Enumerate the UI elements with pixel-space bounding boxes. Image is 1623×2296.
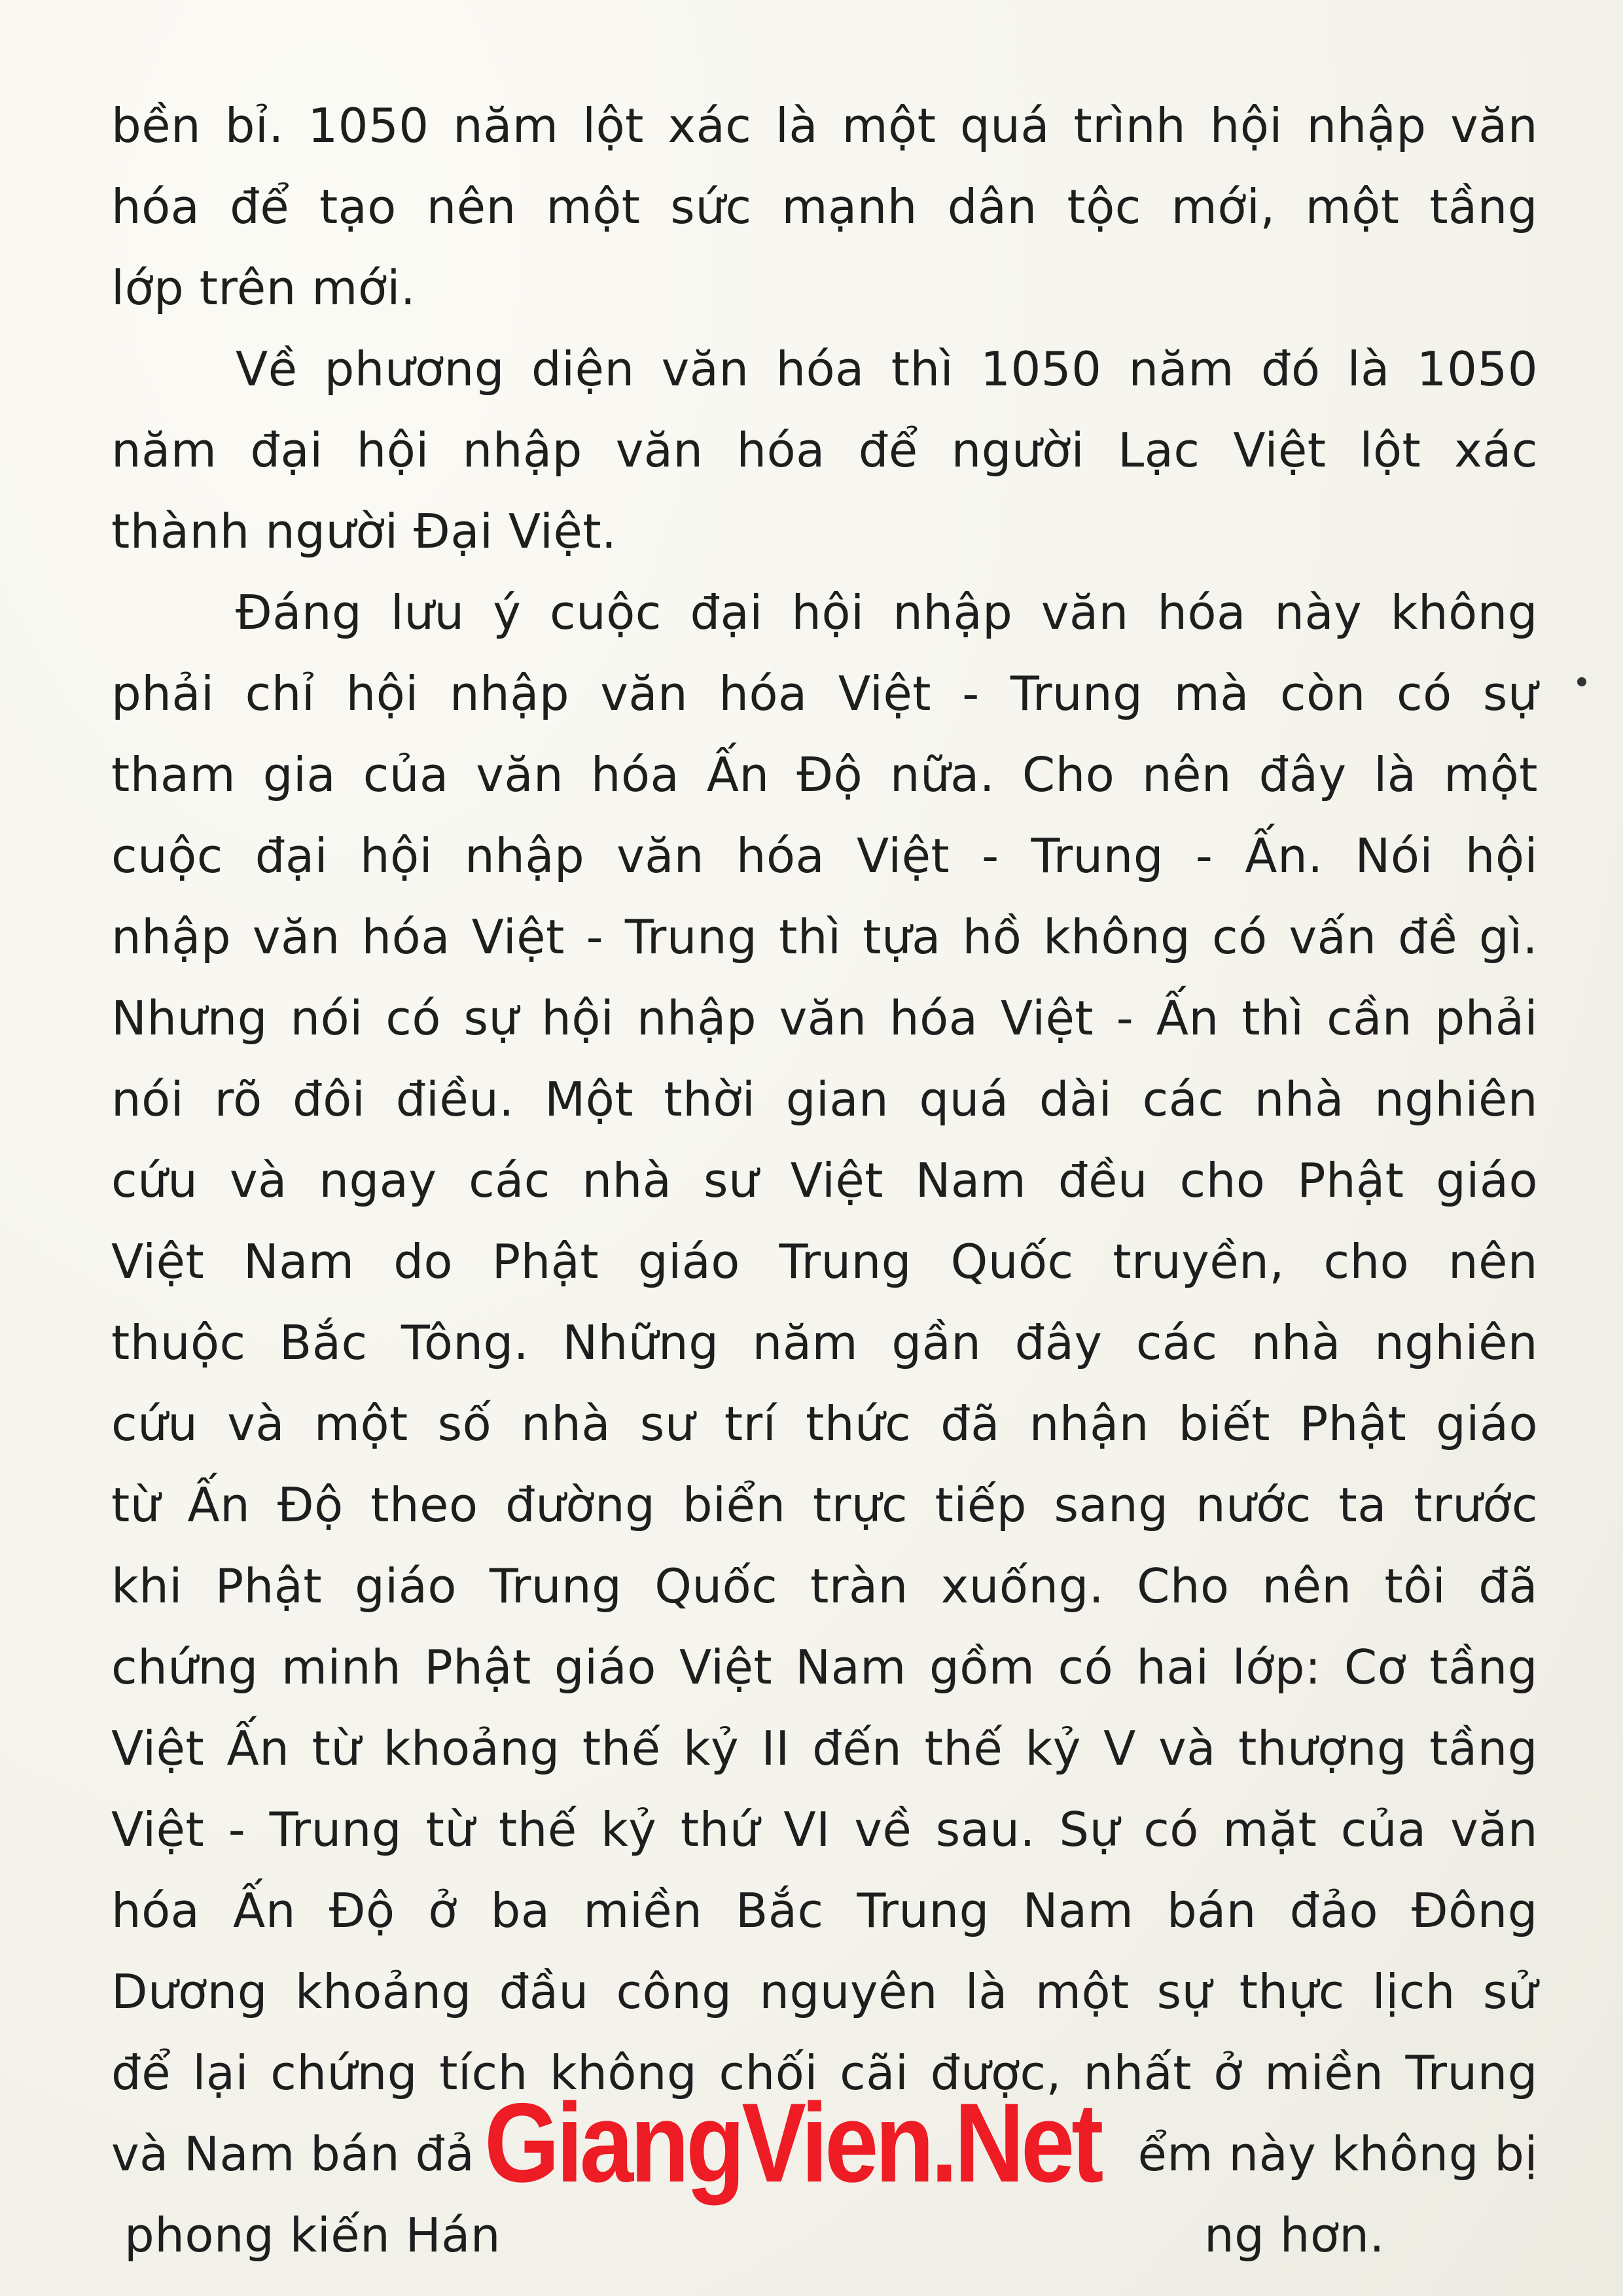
text-line: năm đại hội nhập văn hóa để người Lạc Việt lột xác — [111, 423, 1538, 478]
text-line: nói rõ đôi điều. Một thời gian quá dài các nhà nghiên — [111, 1072, 1538, 1127]
text-line: Dương khoảng đầu công nguyên là một sự thực lịch sử — [111, 1964, 1538, 2019]
paragraph-3 — [111, 572, 1538, 2276]
text-line: để lại chứng tích không chối cãi được, nhất ở miền Trung — [111, 2045, 1538, 2100]
text-line: Việt - Trung từ thế kỷ thứ VI về sau. Sự có mặt của văn — [111, 1802, 1538, 1857]
text-line: Về phương diện văn hóa thì 1050 năm đó là 1050 — [236, 342, 1538, 397]
text-line: cứu và một số nhà sư trí thức đã nhận biết Phật giáo — [111, 1396, 1538, 1451]
text-body — [111, 85, 1538, 2276]
text-fragment: và Nam bán đả — [111, 2127, 475, 2181]
text-line: cứu và ngay các nhà sư Việt Nam đều cho Phật giáo — [111, 1153, 1538, 1208]
text-line: thành người Đại Việt. — [111, 504, 617, 559]
text-line: phải chỉ hội nhập văn hóa Việt - Trung mà còn có sự — [111, 666, 1538, 721]
text-line: Đáng lưu ý cuộc đại hội nhập văn hóa này không — [236, 585, 1538, 640]
text-line: tham gia của văn hóa Ấn Độ nữa. Cho nên đây là một — [111, 747, 1538, 802]
text-line: lớp trên mới. — [111, 260, 416, 315]
text-line: từ Ấn Độ theo đường biển trực tiếp sang nước ta trước — [111, 1477, 1538, 1532]
ink-dot — [1577, 677, 1586, 686]
text-line: nhập văn hóa Việt - Trung thì tựa hồ không có vấn đề gì. — [111, 910, 1538, 964]
text-line: thuộc Bắc Tông. Những năm gần đây các nhà nghiên — [111, 1315, 1538, 1370]
text-fragment: phong kiến Hán — [124, 2208, 501, 2263]
text-line: Nhưng nói có sự hội nhập văn hóa Việt - Ấn thì cần phải — [111, 991, 1538, 1046]
text-fragment: ểm này không bị — [1137, 2127, 1538, 2181]
paragraph-2 — [111, 328, 1538, 572]
paragraph-1 — [111, 85, 1538, 328]
watermark-logo: GiangVien.Net — [484, 2080, 1101, 2206]
text-line: hóa để tạo nên một sức mạnh dân tộc mới, một tầng — [111, 179, 1538, 234]
text-fragment: ng hơn. — [1204, 2208, 1385, 2263]
text-line: cuộc đại hội nhập văn hóa Việt - Trung - Ấn. Nói hội — [111, 828, 1538, 883]
text-line: bền bỉ. 1050 năm lột xác là một quá trình hội nhập văn — [111, 98, 1538, 153]
text-line: hóa Ấn Độ ở ba miền Bắc Trung Nam bán đảo Đông — [111, 1883, 1538, 1938]
text-line: Việt Nam do Phật giáo Trung Quốc truyền, cho nên — [111, 1234, 1538, 1289]
text-line: khi Phật giáo Trung Quốc tràn xuống. Cho nên tôi đã — [111, 1559, 1538, 1614]
text-line: chứng minh Phật giáo Việt Nam gồm có hai lớp: Cơ tầng — [111, 1640, 1538, 1695]
text-line: Việt Ấn từ khoảng thế kỷ II đến thế kỷ V và thượng tầng — [111, 1721, 1538, 1776]
